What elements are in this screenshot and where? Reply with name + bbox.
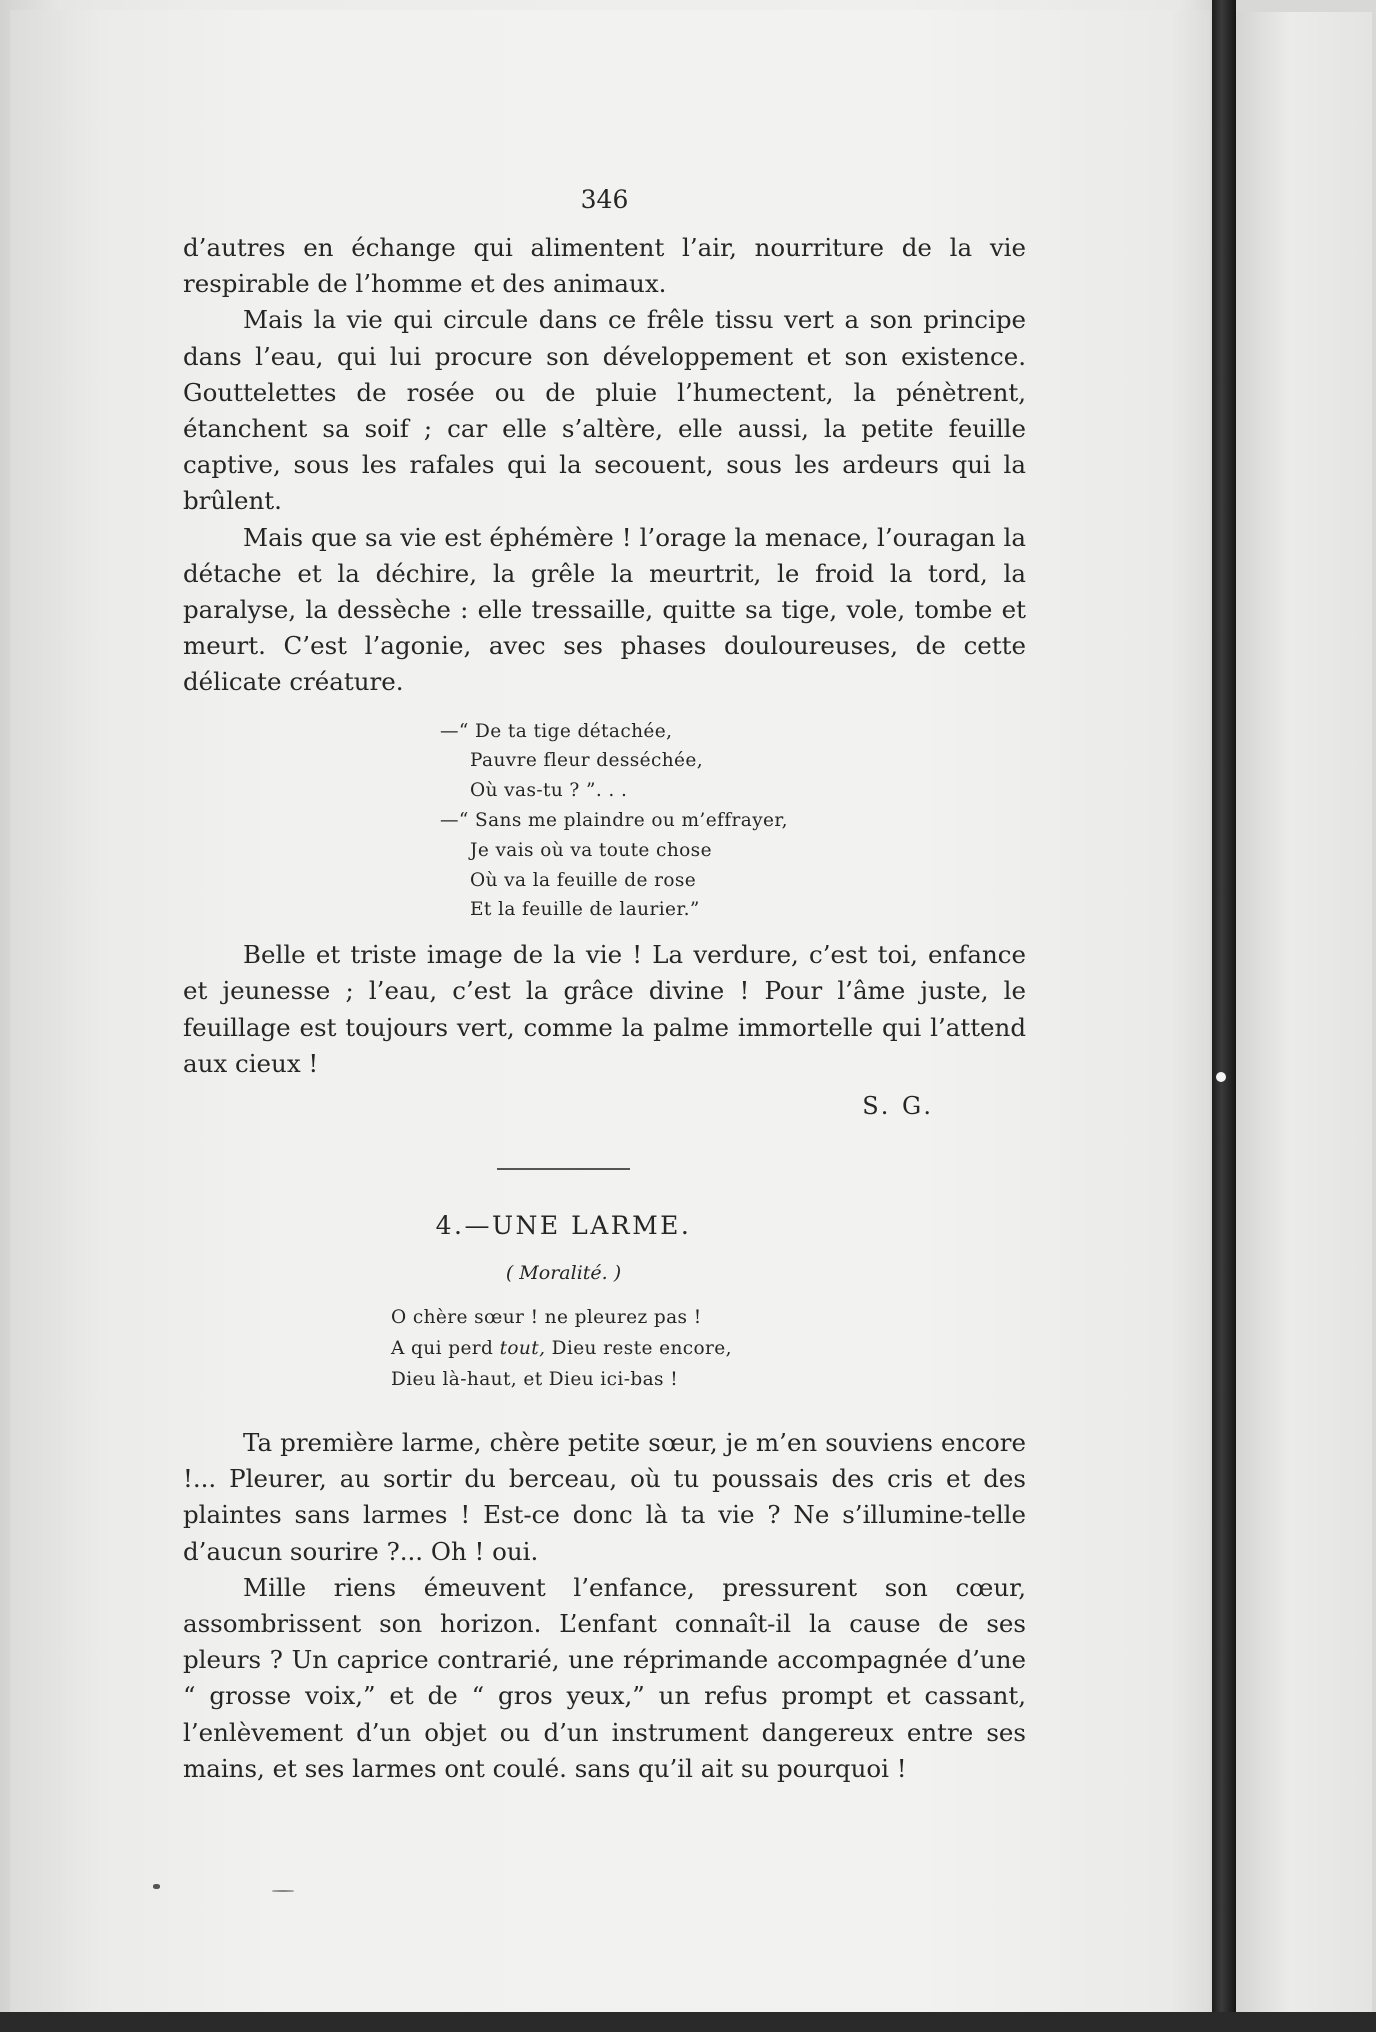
epigraph-line: O chère sœur ! ne pleurez pas ! — [391, 1307, 702, 1329]
poem-quote — [440, 717, 1026, 926]
scan-bottom-edge — [0, 2012, 1376, 2032]
poem-line: Et la feuille de laurier.” — [470, 899, 700, 921]
page-text — [183, 180, 1026, 1787]
page-number: 346 — [580, 185, 629, 214]
adjacent-page-edge — [1236, 12, 1372, 2014]
section-subtitle: ( Moralité. ) — [505, 1262, 622, 1285]
epigraph-line — [391, 1333, 1026, 1364]
epigraph — [391, 1302, 1026, 1395]
poem-line: Où va la feuille de rose — [470, 869, 697, 891]
paragraph: Mille riens émeuvent l’enfance, pressurent son cœur, assombrissent son horizon. L’enfant connaît-il la cause de ses pleurs ? Un caprice contrarié, une réprimande accompagnée d’une “ grosse voix,” et de “ gros yeux,” un refus prompt et cassant, l’enlèvement d’un objet ou d’un instrument dangereux entre ses mains, et ses larmes ont coulé. sans qu’il ait su pourquoi ! — [183, 1572, 1026, 1783]
paragraph: Mais la vie qui circule dans ce frêle tissu vert a son principe dans l’eau, qui lui procure son développement et son existence. Gouttelettes de rosée ou de pluie l’humectent, la pénètrent, étanchent sa soif ; car elle s’altère, elle aussi, la petite feuille captive, sous les rafales qui la secouent, sous les ardeurs qui la brûlent. — [183, 305, 1026, 516]
section-divider — [497, 1168, 630, 1170]
ink-speck — [153, 1884, 160, 1889]
poem-line: —“ Sans me plaindre ou m’effrayer, — [440, 810, 788, 832]
poem-line: Je vais où va toute chose — [470, 839, 712, 861]
epigraph-line: Dieu là-haut, et Dieu ici-bas ! — [391, 1369, 679, 1391]
epigraph-text: A qui perd — [391, 1338, 500, 1360]
paragraph: d’autres en échange qui alimentent l’air, nourriture de la vie respirable de l’homme et des animaux. — [183, 233, 1026, 299]
signature: S. G. — [862, 1092, 934, 1121]
epigraph-emphasis: tout, — [499, 1338, 546, 1360]
poem-line: Où vas-tu ? ”. . . — [470, 780, 628, 802]
poem-line: Pauvre fleur desséchée, — [470, 750, 704, 772]
paragraph: Belle et triste image de la vie ! La verdure, c’est toi, enfance et jeunesse ; l’eau, c’est la grâce divine ! Pour l’âme juste, le feuillage est toujours vert, comme la palme immortelle qui l’attend aux cieux ! — [183, 940, 1026, 1078]
ink-speck — [272, 1890, 294, 1892]
spine-mark — [1216, 1072, 1226, 1082]
book-spine — [1212, 0, 1236, 2032]
paragraph: Ta première larme, chère petite sœur, je m’en souviens encore !... Pleurer, au sortir du berceau, où tu poussais des cris et des plaintes sans larmes ! Est-ce donc là ta vie ? Ne s’illumine-telle d’aucun sourire ?... Oh ! oui. — [183, 1428, 1026, 1566]
paragraph: Mais que sa vie est éphémère ! l’orage la menace, l’ouragan la détache et la déchire, la grêle la meurtrit, le froid la tord, la paralyse, la dessèche : elle tressaille, quitte sa tige, vole, tombe et meurt. C’est l’agonie, avec ses phases douloureuses, de cette délicate créature. — [183, 522, 1026, 697]
section-title: 4.—UNE LARME. — [435, 1211, 692, 1241]
poem-line: —“ De ta tige détachée, — [440, 720, 673, 742]
epigraph-text: Dieu reste encore, — [545, 1338, 732, 1360]
